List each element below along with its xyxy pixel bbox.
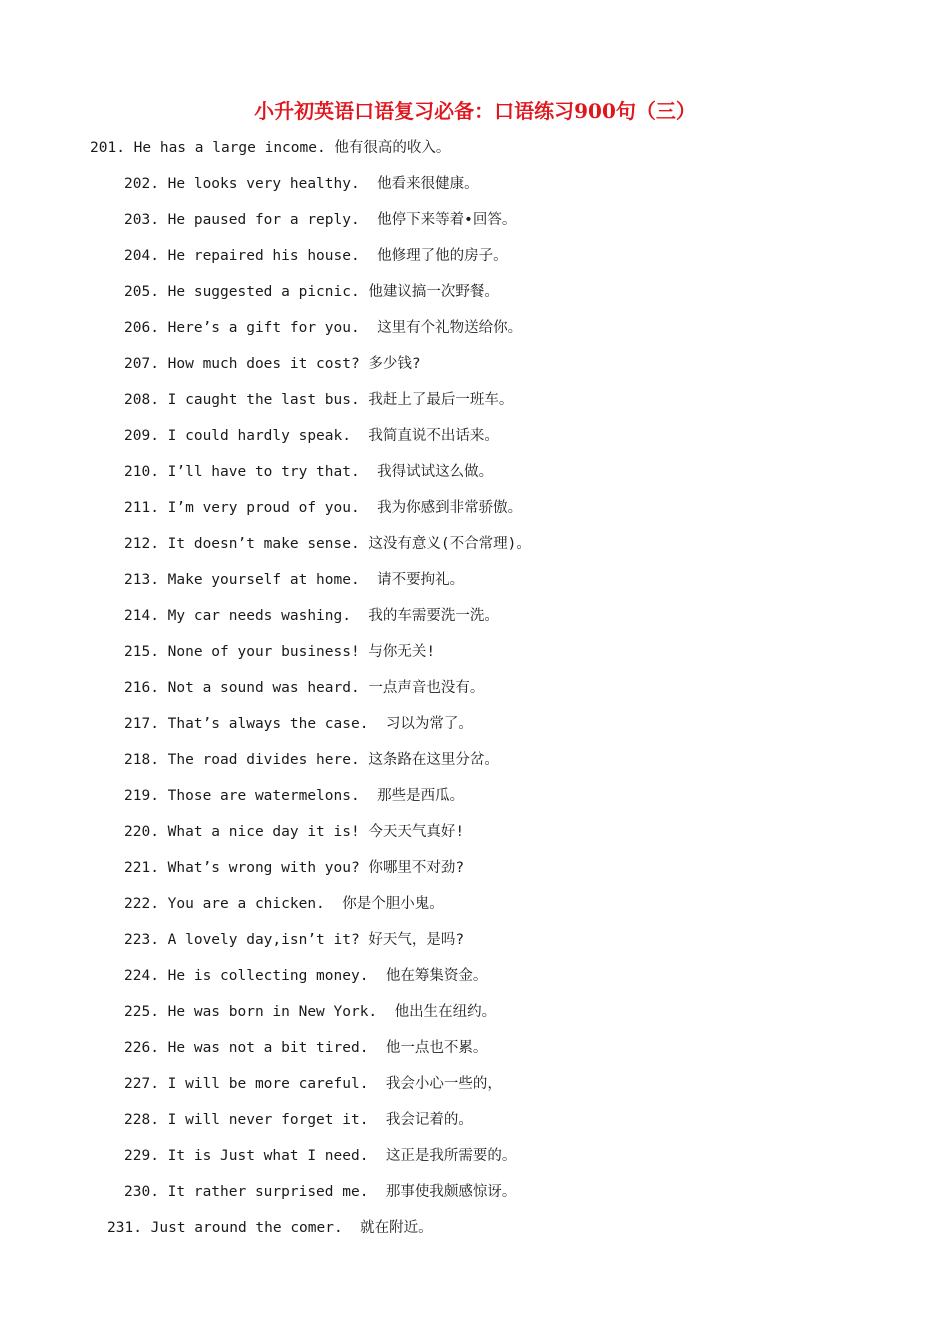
- sentence-line: 221. What’s wrong with you? 你哪里不对劲?: [124, 860, 465, 876]
- sentence-line: 209. I could hardly speak. 我简直说不出话来。: [124, 428, 499, 444]
- sentence-line: 222. You are a chicken. 你是个胆小鬼。: [124, 896, 444, 912]
- sentence-line: 202. He looks very healthy. 他看来很健康。: [124, 176, 479, 192]
- sentence-line: 226. He was not a bit tired. 他一点也不累。: [124, 1040, 488, 1056]
- sentence-line: 207. How much does it cost? 多少钱?: [124, 356, 421, 372]
- sentence-line: 220. What a nice day it is! 今天天气真好!: [124, 824, 465, 840]
- sentence-line: 213. Make yourself at home. 请不要拘礼。: [124, 572, 465, 588]
- sentence-line: 211. I’m very proud of you. 我为你感到非常骄傲。: [124, 500, 523, 516]
- sentence-line: 227. I will be more careful. 我会小心一些的，: [124, 1076, 502, 1092]
- sentence-line: 218. The road divides here. 这条路在这里分岔。: [124, 752, 499, 768]
- sentence-line: 203. He paused for a reply. 他停下来等着•回答。: [124, 212, 517, 228]
- sentence-line: 230. It rather surprised me. 那事使我颇感惊讶。: [124, 1184, 517, 1200]
- sentence-list: [0, 135, 950, 1251]
- sentence-line: 201. He has a large income. 他有很高的收入。: [90, 140, 451, 156]
- sentence-line: 223. A lovely day,isn’t it? 好天气，是吗?: [124, 932, 465, 948]
- sentence-line: 208. I caught the last bus. 我赶上了最后一班车。: [124, 392, 514, 408]
- sentence-line: 215. None of your business! 与你无关!: [124, 644, 436, 660]
- sentence-line: 225. He was born in New York. 他出生在纽约。: [124, 1004, 497, 1020]
- sentence-line: 229. It is Just what I need. 这正是我所需要的。: [124, 1148, 517, 1164]
- sentence-line: 206. Here’s a gift for you. 这里有个礼物送给你。: [124, 320, 523, 336]
- sentence-line: 216. Not a sound was heard. 一点声音也没有。: [124, 680, 485, 696]
- sentence-line: 214. My car needs washing. 我的车需要洗一洗。: [124, 608, 499, 624]
- sentence-line: 204. He repaired his house. 他修理了他的房子。: [124, 248, 508, 264]
- sentence-line: 205. He suggested a picnic. 他建议搞一次野餐。: [124, 284, 499, 300]
- sentence-line: 224. He is collecting money. 他在筹集资金。: [124, 968, 488, 984]
- sentence-line: 219. Those are watermelons. 那些是西瓜。: [124, 788, 465, 804]
- sentence-line: 210. I’ll have to try that. 我得试试这么做。: [124, 464, 494, 480]
- document-title: 小升初英语口语复习必备：口语练习900句（三）: [254, 99, 696, 123]
- sentence-line: 231. Just around the comer. 就在附近。: [107, 1220, 433, 1236]
- sentence-line: 228. I will never forget it. 我会记着的。: [124, 1112, 473, 1128]
- sentence-line: 217. That’s always the case. 习以为常了。: [124, 716, 473, 732]
- sentence-line: 212. It doesn’t make sense. 这没有意义(不合常理)。: [124, 536, 531, 552]
